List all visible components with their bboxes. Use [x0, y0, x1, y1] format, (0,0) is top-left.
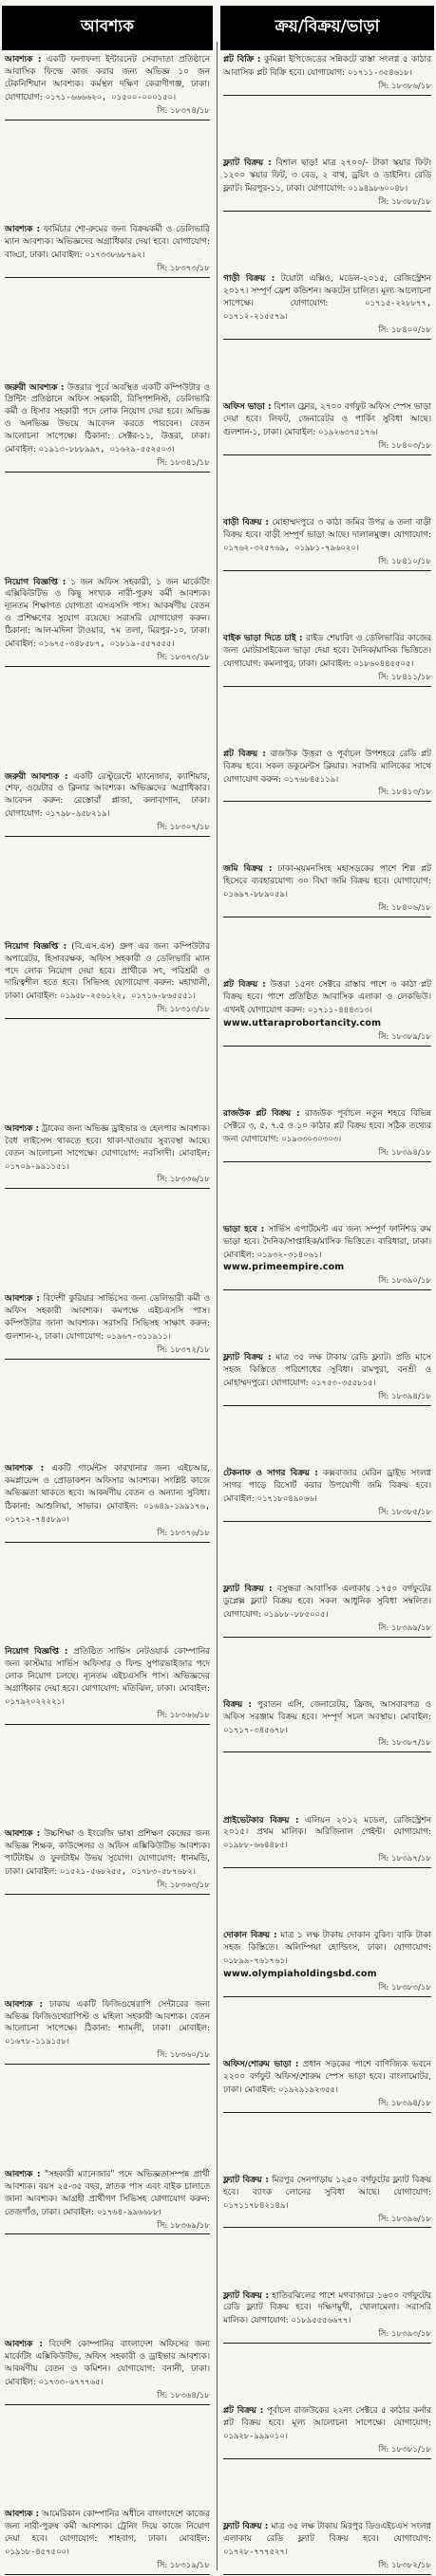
ad-reference: সি: ১৮৩৯৭/১৮	[223, 1853, 431, 1868]
ad-keyword: আবশ্যক :	[5, 2510, 40, 2520]
ad-body: ট্রাকের জন্য অভিজ্ঞ ড্রাইভার ও হেলপার আবশ্যক। বৈধ লাইসেন্স থাকতে হবে। থাকা-খাওয়ার সুব্যবস্থা আছে। বেতন আলোচনা সাপেক্ষে। যোগাযোগ: নরসিংদী। মোবাইল:	[5, 1123, 211, 1158]
ad-body: উত্তরার পূর্বে অবস্থিত একটি কম্পিউটার ও প্রিন্টিং প্রতিষ্ঠানে অফিস সহকারী, রিসিপশনিস্ট, ডেলিভারি কর্মী ও হিসাব সহকারী পদে লোক নিয়োগ দেয়া হবে। অভিজ্ঞ ও অনভিজ্ঞ উভয়ে আবেদন করতে পারবেন। বেতন আলোচনা সাপেক্ষে। ঠিকানা: সেক্টর-১১, উত্তরা, ঢাকা। মোবাইল:	[5, 382, 210, 455]
ad-website[interactable]: www.primeempire.com	[223, 1262, 345, 1273]
ad-phone: ০১৮৯৫৫৫৬৬৭৭।	[291, 2315, 351, 2326]
ad-reference: সি: ১৮৩৯৬/১৮	[223, 2214, 431, 2229]
ad-keyword: ফ্ল্যাট বিক্রয় :	[223, 2175, 269, 2185]
classified-ad	[220, 1350, 434, 1407]
ad-reference: সি: ১৮৩৭৩/১৮	[5, 263, 210, 278]
ad-reference: সি: ১৮৩৯০/১৮	[223, 1275, 431, 1290]
ad-body: প্রধান সড়কের পাশে বাণিজ্যিক ভবনে ২২০০ বর্গফুট অফিস/শোরুম স্পেস ভাড়া হবে। বাংলামোটর, ঢাকা। মোবাইল:	[223, 2060, 431, 2095]
ad-reference: সি: ১৮৪০৩/১৮	[223, 440, 431, 455]
ad-reference: সি: ১৮৪০৬/১৮	[223, 902, 431, 917]
classified-ad	[220, 747, 434, 804]
ad-keyword: বাড়ী বিক্রয় :	[223, 518, 269, 528]
ad-keyword: ফ্ল্যাট বিক্রয় :	[223, 1353, 272, 1363]
ad-reference: সি: ১৮৩৪১/১৮	[5, 457, 210, 473]
ad-body: প্রতিষ্ঠিত সার্ভিস নেটওয়ার্ক কোম্পানির জন্য কাস্টমার সার্ভিস অফিসার ও ফিল্ড সুপারভাইজার পদে লোক নিয়োগ চলছে। ন্যূনতম এইচএসসি পাস। অভিজ্ঞদের অগ্রাধিকার দেয়া হবে। যোগাযোগ: মতিঝিল, ঢাকা। মোবাইল:	[5, 1647, 210, 1695]
classified-ad	[2, 939, 213, 1020]
ad-website[interactable]: www.olympiaholdingsbd.com	[223, 1969, 377, 1980]
ad-reference: সি: ১৮৩৭৪/১৮	[5, 105, 210, 120]
ad-body: মাত্র ৩৫ লক্ষ টাকায় মিরপুর ডিওএইচএস সংলগ্ন এলাকায় রেডি ফ্ল্যাট বিক্রয় হবে। যোগাযোগ:	[223, 2522, 431, 2545]
classified-ad	[220, 271, 434, 342]
classified-ad	[220, 156, 434, 213]
ad-phone: ০১৬৪৯-১৯৯১৭৬, ০১৭১২-৭৪৫৮৯০।	[5, 1500, 210, 1524]
ad-body: বিদেশি কোম্পানির বাংলাদেশ অফিসের জন্য মার্কেটিং এক্সিকিউটিভ, অফিস সহকারী ও ড্রাইভার আবশ্যক। আকর্ষণীয় বেতন ও কমিশন। যোগাযোগ: বনানী, ঢাকা। মোবাইল:	[5, 2340, 210, 2387]
ad-body: মাত্র ৩৫ লক্ষ টাকায় রেডি ফ্ল্যাট। প্রতি মাসে সহজ কিস্তিতে পরিশোধের সুবিধা। রামপুরা, বনশ্রী ও মোহাম্মদপুরে। যোগাযোগ:	[223, 1353, 432, 1389]
ad-keyword: আবশ্যক :	[5, 1123, 40, 1134]
classified-ad	[2, 1291, 213, 1361]
ad-body: আমেরিকান কোম্পানির অধীনে বাংলাদেশে কাজের জন্য নারী-পুরুষ কর্মী আবশ্যক। ট্রেনিং দিয়ে কাজে নিয়োগ দেয়া হবে। যোগাযোগ: শাহবাগ, ঢাকা। মোবাইল:	[5, 2510, 211, 2545]
classified-ad	[220, 2289, 434, 2345]
ad-body: ঢাকা-ময়মনসিংহ মহাসড়কের পাশে শিল্প প্লট হিসেবে ব্যবহারযোগ্য ৩০ বিঘা জমি বিক্রয় হবে। যোগাযোগ:	[223, 864, 432, 887]
ad-reference: সি: ১৮৩১৩/১৮	[5, 1004, 210, 1019]
ad-keyword: জমি বিক্রয় :	[223, 864, 273, 875]
ad-body: বিশাল ছাড়! মাত্র ২৭০০/- টাকা স্কয়ার ফিট। ১২০০ স্কয়ার ফিট, ৩ বেড, ২ বাথ, ড্রয়িং ও ডাইনিং। রেডি ফ্ল্যাট। মিরপুর-১১, ঢাকা। যোগাযোগ:	[223, 158, 431, 194]
ad-keyword: দোকান বিক্রয় :	[223, 1931, 277, 1941]
ad-keyword: গাড়ী বিক্রয় :	[223, 273, 275, 284]
ad-keyword: ফ্ল্যাট বিক্রয় :	[223, 1584, 273, 1594]
ad-keyword: আবশ্যক :	[5, 55, 42, 65]
ad-body: হাতিরঝিলের পাশে মগবাজারে ১৬০০ বর্গফুটের রেডি ফ্ল্যাট বিক্রয় হবে। দক্ষিণমুখী, খোলামেলা। সরাসরি মালিক। যোগাযোগ:	[223, 2290, 431, 2326]
classified-ad	[2, 769, 213, 839]
ad-keyword: আবশ্যক :	[5, 1829, 41, 1840]
classified-ad	[220, 399, 434, 456]
column-header: ক্রয়/বিক্রয়/ভাড়া	[220, 6, 434, 50]
ad-phone: ০১৯১৩-৮৮৮৯৯৭, ০১৬২৯-৫৫২৫০৩।	[38, 444, 175, 454]
ad-list	[220, 50, 434, 2576]
ad-body: কুমিল্লা ইপিজেডের সন্নিকটে রাস্তা সংলগ্ন ৫ কাঠার আবাসিক প্লট বিক্রি হবে। যোগাযোগ:	[223, 55, 431, 78]
classified-ad	[220, 1466, 434, 1523]
classified-ad	[220, 515, 434, 572]
classified-ad	[220, 1582, 434, 1639]
classified-ad	[220, 52, 434, 97]
ad-keyword: নিয়োগ বিজ্ঞপ্তি :	[5, 941, 67, 952]
ad-phone: ০১৭১১-৩৫৪৬১৮।	[348, 66, 412, 77]
ad-reference: সি: ১৮৩৮৭/১৮	[223, 1737, 431, 1752]
ad-keyword: জরুরী আবশ্যক :	[5, 771, 68, 782]
ad-body: একটি রেস্টুরেন্টে ম্যানেজার, ক্যাশিয়ার, শেফ, ওয়েটার ও ক্লিনার আবশ্যক। অভিজ্ঞদের অগ্রাধিকার। আবেদন করুন: রেস্তোরাঁ প্লাজা, কলাবাগান, ঢাকা। যোগাযোগ:	[5, 771, 211, 820]
ad-phone: ০১৫২১-৫৬৮২৫৫, ০১৭৮৩-৫৮৭৬৮২।	[60, 1866, 196, 1877]
ad-keyword: রাজউক প্লট বিক্রয় :	[223, 1108, 300, 1119]
ad-phone: ০১৯৩৩০৩০৩০৩।	[281, 1133, 342, 1143]
ad-list	[2, 50, 213, 2576]
ad-body: ১ জন অফিস সহকারী, ১ জন মার্কেটিং এক্সিকিউটিভ ও কিছু সংখ্যক নারী-পুরুষ কর্মী আবশ্যক। ন্যূনতম শিক্ষাগত যোগ্যতা এসএসসি পাস। আকর্ষণীয় বেতন ও প্রশিক্ষণের সুযোগ রয়েছে। সরাসরি যোগাযোগ করুন। ঠিকানা: আল-মদিনা টাওয়ার, ৭ম তলা, মিরপুর-১০, ঢাকা। মোবাইল:	[5, 577, 211, 650]
ad-keyword: আবশ্যক :	[5, 2340, 43, 2350]
ad-reference: সি: ১৮৪১১/১৮	[223, 672, 431, 687]
classified-ad	[2, 1644, 213, 1725]
ad-reference: সি: ১৮৩০৭/১৮	[5, 822, 210, 837]
classified-ad	[220, 977, 434, 1047]
ad-body: একটি গার্মেন্টস কারখানার জন্য এইচআর, কমপ্লায়েন্স ও প্রোডাকশন অফিসার আবশ্যক। সংশ্লিষ্ট কাজে অভিজ্ঞতা থাকতে হবে। আকর্ষণীয় বেতন ও অন্যান্য সুবিধা। ঠিকানা: আশুলিয়া, সাভার। মোবাইল:	[5, 1464, 210, 1511]
ad-body: সার্ভিস এপার্টমেন্ট এর জন্য সম্পূর্ণ ফার্নিশড রুম ভাড়া হবে। দৈনিক/সাপ্তাহিক/মাসিক ভিত্তিতে। বারিধারা, ঢাকা। মোবাইল:	[223, 1224, 431, 1260]
ad-phone: ০১৭১১৭৮৪২১৪৯।	[223, 2199, 289, 2210]
classified-ad	[2, 222, 213, 279]
ad-reference: সি: ১৮৩৬৩/১৮	[5, 1880, 210, 1895]
ad-phone: ০১৯৮৮-৬৬৪৪৮৫।	[223, 1840, 288, 1850]
ad-reference: সি: ১৮৩৮৬/১৮	[223, 81, 431, 96]
ad-phone: ০১৯৪৯৮৬০০৪৮।	[348, 182, 408, 193]
ad-reference: সি: ১৮৪১০/১৮	[223, 556, 431, 571]
ad-phone: ০১৬৭৫-৩৪৮৫৮৭, ০১৮১৯-৫৫৭৫৫৫।	[38, 639, 175, 649]
classified-ad	[2, 1826, 213, 1896]
ad-body: পূর্বাচল রাজউকের ২২নং সেক্টরে ৫ কাঠার কর্নার প্লট বিক্রয় হবে। মূল্য আলোচনা সাপেক্ষে। যোগাযোগ:	[223, 2406, 431, 2429]
ad-reference: সি: ১৮৩৮৫/১৮	[223, 1507, 431, 1522]
ad-phone: ০১৯২৯১৯২৩৫৫।	[278, 2084, 338, 2094]
ad-reference: সি: ১৮৩৮১/১৮	[223, 2444, 431, 2459]
ad-phone: ০১৭১৫-২২৮৮৭৭, ০১৭১২-২১৫৫৭৯।	[223, 298, 431, 322]
classified-ad	[2, 52, 213, 121]
ad-body: "সহকারী ম্যানেজার" পদে অভিজ্ঞতাসম্পন্ন প্রার্থী আবশ্যক। বয়স ২৫-৩৫ বছর, স্নাতক পাস এবং বাইক চালাতে জানা আবশ্যক। আগ্রহী প্রার্থীগণ সিভিসহ যোগাযোগ করুন: তেজগাঁও, ঢাকা। মোবাইল:	[5, 2169, 211, 2217]
ad-body: রাজউক পূর্বাচল নতুন শহরে বিভিন্ন সেক্টরে ৩, ৫, ৭.৫ ও ১০ কাঠার প্লট বিক্রয় হবে। সঠিক তথ্যের জন্য যোগাযোগ:	[223, 1108, 431, 1144]
classified-ad	[220, 1813, 434, 1870]
ad-body: উচ্চশিক্ষা ও ইংরেজি ভাষা প্রশিক্ষণ কেন্দ্রের জন্য অভিজ্ঞ শিক্ষক, কাউন্সেলর ও অফিস এক্সিকিউটিভ আবশ্যক। পার্টটাইম ও ফুলটাইম উভয় সুযোগ। যোগাযোগ: ধানমন্ডি, ঢাকা। মোবাইল:	[5, 1829, 210, 1878]
ad-reference: সি: ১৮৩৯৪/১৮	[223, 1147, 431, 1162]
ad-phone: ০১৮৬০৪৪৫৫০৫।	[353, 658, 414, 668]
column-buy-sell-rent	[220, 0, 434, 2576]
ad-body: কক্সবাজার মেরিন ড্রাইভ সংলগ্ন সাগর পাড়ে রিসোর্ট করার উপযোগী জমি বিক্রয় হবে। মোবাইল:	[223, 1469, 431, 1504]
ad-phone: ০১৭১৭-৩৪৫৬৭৮।	[223, 1724, 288, 1734]
ad-keyword: আবশ্যক :	[5, 1464, 45, 1474]
ad-reference: সি: ১৮৩৭২/১৮	[5, 1344, 210, 1360]
ad-phone: ০১৭৯৮-৯৫৮২১৯।	[45, 808, 110, 819]
column-header: আবশ্যক	[2, 6, 213, 50]
ad-phone: ০১৭৩৩-৬৭৭৭৬৫।	[38, 2376, 104, 2386]
ad-phone: ০১৭১৮০৪৯০৬৬।	[256, 1493, 317, 1503]
ad-phone: ০১৭৬৮৪৫১১৯।	[283, 773, 339, 784]
ad-phone: ০১৯২৮-৯৯৯০১০।	[223, 2431, 288, 2441]
ad-reference: সি: ১৮৩৬০/১৮	[5, 2049, 210, 2065]
classified-ad	[220, 2173, 434, 2230]
classified-ad	[2, 1997, 213, 2066]
ad-keyword: বিক্রয় :	[223, 1699, 252, 1710]
ad-body: ঢাকায় একটি ফিজিওথেরাপি সেন্টারের জন্য অভিজ্ঞ ফিজিওথেরাপিস্ট ও মহিলা সহকারী আবশ্যক। বেতন আলোচনা সাপেক্ষে। ঠিকানা: শ্যামলী, ঢাকা। মোবাইল:	[5, 1999, 210, 2034]
ad-reference: সি: ১৮৩৭৩/১৮	[5, 652, 210, 667]
classified-ad	[2, 2337, 213, 2406]
ad-phone: ০১৬৭৮-১১৯১৫৮।	[5, 2036, 69, 2047]
ad-phone: ০১৭১-৬৬৬৬২০, ০১৫০০-০০০১৫০।	[45, 91, 177, 102]
ad-reference: সি: ১৮৩৭৬/১৮	[5, 1528, 210, 1543]
ad-reference: সি: ১৮৩৬৪/১৮	[5, 2390, 210, 2405]
ad-body: মিরপুর সেনপাড়ায় ১২৫০ বর্গফুটের ফ্ল্যাট বিক্রয় হবে। ব্যাংক লোনের সুবিধা আছে। যোগাযোগ:	[223, 2175, 431, 2197]
classified-ad	[220, 2403, 434, 2460]
ad-body: টয়োটা এক্সিও, মডেল-২০১৫, রেজিস্ট্রেশন ২০১৭। সম্পূর্ণ ফ্রেশ কন্ডিশন। অকটেন চালিত। মূল্য আলোচনা সাপেক্ষে। যোগাযোগ:	[223, 273, 431, 309]
ad-body: রাজউক উত্তরা ও পূর্বাচল উপশহরে রেডি প্লট বিক্রয় হবে। সকল ডকুমেন্টস ক্লিয়ার। সরাসরি মালিকের সাথে যোগাযোগ করুন:	[223, 749, 431, 785]
classified-ad	[220, 1106, 434, 1163]
classified-ad	[2, 1121, 213, 1191]
ad-keyword: আবশ্যক :	[5, 1999, 44, 2010]
ad-reference: সি: ১৮৩৯৯/১৮	[223, 1622, 431, 1638]
ad-phone: ০১৭১১-৪৪৪৩১৩।	[308, 1005, 372, 1015]
ad-phone: ০১৭৯২০২২২২১।	[5, 1696, 65, 1706]
classified-ad	[2, 1461, 213, 1543]
ad-phone: ০১৭০৯-৯৯১১৫১।	[5, 1160, 69, 1171]
ad-body: ফার্মিচার শো-রুমের জন্য বিক্রয়কর্মী ও ডেলিভারি ম্যান আবশ্যক। অভিজ্ঞদের অগ্রাধিকার দেয়া হবে। যোগাযোগ: বাড্ডা, ঢাকা। মোবাইল:	[5, 225, 210, 261]
classified-ad	[2, 575, 213, 668]
ad-phone: ০১৭৬৪-৯৯৬৬৮৮।	[96, 2206, 161, 2216]
ad-keyword: প্লট বিক্রয় :	[223, 980, 266, 991]
ad-body: বিদেশী কুরিয়ার সার্ভিসের জন্য ডেলিভারী কর্মী ও অফিস সহকারী আবশ্যক। কমপক্ষে এইচএসসি পাস। কম্পিউটার জানা আবশ্যক। সরাসরি সিভিসহ সাক্ষাৎ করুন: গুলশান-২, ঢাকা। যোগাযোগ:	[5, 1294, 210, 1342]
classified-ad	[2, 380, 213, 473]
ad-phone: ০১৮৯৯-৭৬১৭৬১।	[223, 1955, 288, 1966]
ad-phone: ০১৭৩৩৮৬৮৭৯২।	[85, 250, 145, 260]
ad-reference: সি: ১৮৩৮৯/১৮	[223, 1031, 431, 1047]
ad-keyword: ভাড়া হবে :	[223, 1224, 265, 1234]
ad-reference: সি: ১৮৩৯৪/১৮	[223, 2098, 431, 2113]
ad-phone: ০১৯১৮-৪৫৭৫০০।	[5, 2547, 69, 2556]
ad-phone: ০১৭৫৩-৩৫৫৮১৫।	[311, 1378, 376, 1388]
ad-reference: সি: ১৮৩৮৩/১৮	[223, 1982, 431, 1997]
ad-phone: ০১৯৮৮-৮৮৫০০৫।	[263, 1608, 329, 1619]
ad-keyword: নিয়োগ বিজ্ঞপ্তি :	[5, 577, 66, 587]
ad-reference: সি: ১৮৩৯৪/১৮	[223, 1391, 431, 1406]
classified-ad	[2, 2167, 213, 2236]
ad-reference: সি: ১৮৩৮২/১৮	[223, 2560, 431, 2575]
ad-body: একটি ফলাফল্য ইন্টারনেট সেবাদাতা প্রতিষ্ঠানে আবাসিক ফিল্ডে কাজ করার জন্য অভিজ্ঞ ১০ জন টেকনিশিয়ান আবশ্যক। কর্মস্থল দক্ষিণ কেরাণীগঞ্জ, ঢাকা। যোগাযোগ:	[5, 55, 210, 102]
classified-ad	[220, 631, 434, 688]
ad-phone: ০১৯৬৭-৩১১৯১১।	[105, 1330, 171, 1341]
ad-reference: সি: ১৮৩৮৮/১৮	[223, 196, 431, 212]
ad-keyword: ফ্ল্যাট বিক্রয় :	[223, 158, 272, 168]
classified-ad	[220, 1928, 434, 1998]
column-jobs	[2, 0, 213, 2576]
ad-keyword: প্লট বিক্রয় :	[223, 2406, 264, 2417]
ad-keyword: নিয়োগ বিজ্ঞপ্তি :	[5, 1647, 68, 1658]
ad-body: এলিয়ন ২০১২ মডেল, রেজিস্ট্রেশন ২০১৫। প্রথম মালিক। অরিজিনাল পেইন্ট। যোগাযোগ:	[223, 1815, 431, 1838]
ad-phone: ০১৭৬২-৩২৫৭৬৯, ০১৯৮১-৭৯৬০২০।	[223, 542, 359, 552]
ad-keyword: আবশ্যক :	[5, 225, 41, 235]
ad-keyword: প্লট বিক্রয় :	[223, 749, 266, 759]
ad-website[interactable]: www.uttaraprobortancity.com	[223, 1017, 382, 1029]
ad-reference: সি: ১৮৪১৩/১৮	[223, 787, 431, 802]
ad-phone: ০১৬৯৭-৮৮৯০৫৯।	[223, 889, 288, 899]
ad-keyword: অফিস ভাড়া :	[223, 402, 272, 413]
ad-phone: ০১৭২৮-৭৭৭৫২৭।	[223, 2546, 288, 2556]
ad-body: বিশাল ফ্লোর, ২৭০০ বর্গফুট অফিস স্পেস ভাড়া দেয়া হবে। লিফট, জেনারেটর ও পার্কিং সুবিধা আছে। গুলশান-১, ঢাকা। মোবাইল:	[223, 402, 431, 438]
ad-phone: ০১৯২৬৩৭৫১৭৬।	[318, 427, 378, 437]
ad-body: মাত্র ১ লক্ষ টাকায় দোকান বুকিং। বাকি টাকা সহজ কিস্তিতে। অলিম্পিয়া হোল্ডিংস, ঢাকা। যোগাযোগ:	[223, 1931, 431, 1954]
classified-ad	[220, 1697, 434, 1754]
ad-keyword: ফ্ল্যাট বিক্রয় :	[223, 2522, 269, 2532]
ad-keyword: ফ্ল্যাট বিক্রয় :	[223, 2290, 270, 2301]
ad-body: পুরাতন এসি, জেনারেটর, ফ্রিজ, আসবাবপত্র ও অফিস সরঞ্জাম বিক্রয় হবে। সম্পূর্ণ সচল অবস্থায়। মোবাইল:	[223, 1699, 431, 1722]
ad-reference: সি: ১৮৩৬৬/১৮	[5, 1710, 210, 1725]
ad-phone: ০১৯৩২-৩১৪০৬১।	[256, 1249, 322, 1259]
ad-keyword: প্রাইভেটকার বিক্রয় :	[223, 1815, 299, 1825]
ad-keyword: টেকনাফ ও সাগর বিক্রয় :	[223, 1469, 318, 1479]
column-divider	[217, 42, 218, 2570]
classified-ad	[2, 2507, 213, 2576]
ad-keyword: আবশ্যক :	[5, 1294, 40, 1305]
ad-body: বসুন্ধরা আবাসিক এলাকায় ১৭৫০ বর্গফুটের ডুপ্লেক্স ফ্ল্যাট বিক্রয় হবে। সকল আধুনিক সুবিধা সম্বলিত। যোগাযোগ:	[223, 1584, 431, 1620]
classified-ad	[220, 2057, 434, 2114]
classified-ad	[220, 1222, 434, 1292]
ad-reference: সি: ১৮৩৬৯/১৮	[5, 2220, 210, 2235]
ad-body: রাইড শেয়ারিং ও ডেলিভারির কাজের জন্য মোটরসাইকেল ভাড়া দেয়া হবে। দৈনিক/মাসিক ভিত্তিতে। যোগাযোগ: কমলাপুর, ঢাকা। মোবাইল:	[223, 633, 432, 669]
ad-body: মোহাম্মদপুরে ৩ কাঠা জমির উপর ৬ তলা বাড়ী বিক্রয় হবে। বাড়ী সম্পূর্ণ ভাড়া আছে। দালালমুক্ত। যোগাযোগ:	[223, 518, 431, 541]
ad-reference: সি: ১৮৩৯৩/১৮	[223, 2328, 431, 2344]
ad-keyword: প্লট বিক্রি :	[223, 55, 261, 65]
ad-body: (বি.এস.এস) গ্রুপ এর জন্য কম্পিউটার অপারেটর, হিসাবরক্ষক, অফিস সহকারী ও ডেলিভারি ম্যান পদে লোক নিয়োগ দেয়া হবে। প্রার্থীকে সৎ, পরিশ্রমী ও দায়িত্বশীল হতে হবে। সিভিসহ যোগাযোগ করুন: মহাখালী, ঢাকা। মোবাইল:	[5, 941, 210, 1002]
classified-ad	[220, 2519, 434, 2576]
ad-reference: সি: ১৮৩৩৬/১৮	[5, 1174, 210, 1189]
ad-body: উত্তরা ১৫নং সেক্টরে রাস্তার পাশে ৩ কাঠা প্লট বিক্রয় হবে। পাশে প্রতিষ্ঠিত আবাসিক এলাকা ও লেকভিউ। এখনই যোগাযোগ করুন:	[223, 980, 431, 1016]
ad-reference: সি: ১৮৩১৯/১৮	[5, 2560, 210, 2575]
classified-ad	[220, 862, 434, 918]
ad-reference: সি: ১৮৪০০/১৮	[223, 324, 431, 340]
ad-keyword: জরুরী আবশ্যক :	[5, 382, 65, 393]
ad-phone: ০১৯৫৮-২৫৬১২২, ০১৭১৬-৮৬৫৫৫১।	[60, 991, 196, 1001]
ad-keyword: বাইক ভাড়া দিতে চাই :	[223, 633, 303, 643]
ad-keyword: অফিস/শোরুম ভাড়া :	[223, 2060, 299, 2069]
ad-keyword: আবশ্যক :	[5, 2169, 41, 2179]
